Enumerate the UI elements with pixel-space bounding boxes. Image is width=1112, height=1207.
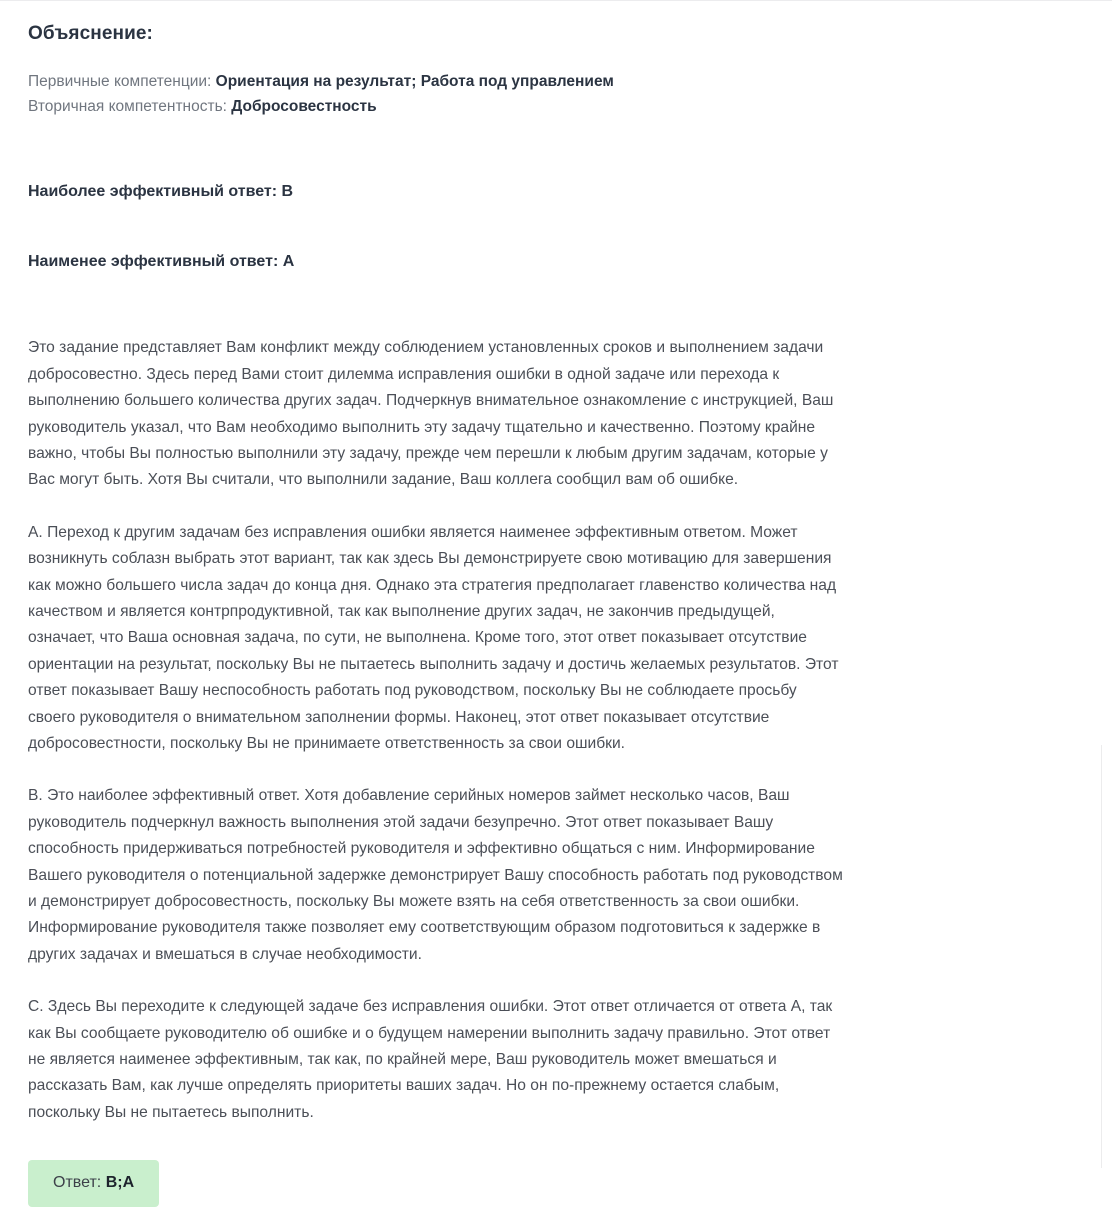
- competency-block: [28, 69, 838, 119]
- page-title: Объяснение:: [28, 23, 153, 44]
- explanation-option-b-paragraph: B. Это наиболее эффективный ответ. Хотя добавление серийных номеров займет несколько часов, Ваш руководитель подчеркнул важность выполнения этой задачи безупречно. Этот ответ показывает Вашу способность придерживаться потребностей руководителя и эффективно общаться с ним. Информирование Вашего руководителя о потенциальной задержке демонстрирует Вашу способность работать под руководством и демонстрирует добросовестность, поскольку Вы можете взять на себя ответственность за свои ошибки. Информирование руководителя также позволяет ему соответствующим образом подготовиться к задержке в других задачах и вмешаться в случае необходимости.: [28, 787, 843, 963]
- primary-competency-line: [28, 69, 838, 94]
- answer-badge-label: Ответ:: [53, 1174, 102, 1192]
- explanation-option-c-paragraph: C. Здесь Вы переходите к следующей задаче без исправления ошибки. Этот ответ отличается от ответа A, так как Вы сообщаете руководителю об ошибке и о будущем намерении выполнить задачу правильно. Этот ответ не является наименее эффективным, так как, по крайней мере, Ваш руководитель может вмешаться и рассказать Вам, как лучше определять приоритеты ваших задач. Но он по-прежнему остается слабым, поскольку Вы не пытаетесь выполнить.: [28, 998, 833, 1121]
- answer-badge-value: B;A: [105, 1174, 135, 1192]
- secondary-competency-label: Вторичная компетентность:: [28, 97, 227, 115]
- least-effective-answer-header: Наименее эффективный ответ: A: [28, 253, 295, 271]
- explanation-body: [28, 335, 843, 1126]
- primary-competency-label: Первичные компетенции:: [28, 72, 212, 90]
- most-effective-answer-header: Наиболее эффективный ответ: B: [28, 182, 294, 200]
- answer-badge: [28, 1160, 159, 1207]
- explanation-intro-paragraph: Это задание представляет Вам конфликт между соблюдением установленных сроков и выполнением задачи добросовестно. Здесь перед Вами стоит дилемма исправления ошибки в одной задаче или перехода к выполнению большего количества других задач. Подчеркнув внимательное ознакомление с инструкцией, Ваш руководитель указал, что Вам необходимо выполнить эту задачу тщательно и качественно. Поэтому крайне важно, чтобы Вы полностью выполнили эту задачу, прежде чем перешли к любым другим задачам, которые у Вас могут быть. Хотя Вы считали, что выполнили задание, Ваш коллега сообщил вам об ошибке.: [28, 339, 834, 489]
- answer-chip-row: [28, 1160, 838, 1207]
- secondary-competency-value: Добросовестность: [231, 97, 377, 115]
- primary-competency-value: Ориентация на результат; Работа под управлением: [215, 72, 614, 90]
- explanation-option-a-paragraph: A. Переход к другим задачам без исправления ошибки является наименее эффективным ответом. Может возникнуть соблазн выбрать этот вариант, так как здесь Вы демонстрируете свою мотивацию для завершения как можно большего числа задач до конца дня. Однако эта стратегия предполагает главенство количества над качеством и является контрпродуктивной, так как выполнение других задач, не закончив предыдущей, означает, что Ваша основная задача, по сути, не выполнена. Кроме того, этот ответ показывает отсутствие ориентации на результат, поскольку Вы не пытаетесь выполнить задачу и достичь желаемых результатов. Этот ответ показывает Вашу неспособность работать под руководством, поскольку Вы не соблюдаете просьбу своего руководителя о внимательном заполнении формы. Наконец, этот ответ показывает отсутствие добросовестности, поскольку Вы не принимаете ответственность за свои ошибки.: [28, 523, 839, 752]
- secondary-competency-line: [28, 94, 838, 119]
